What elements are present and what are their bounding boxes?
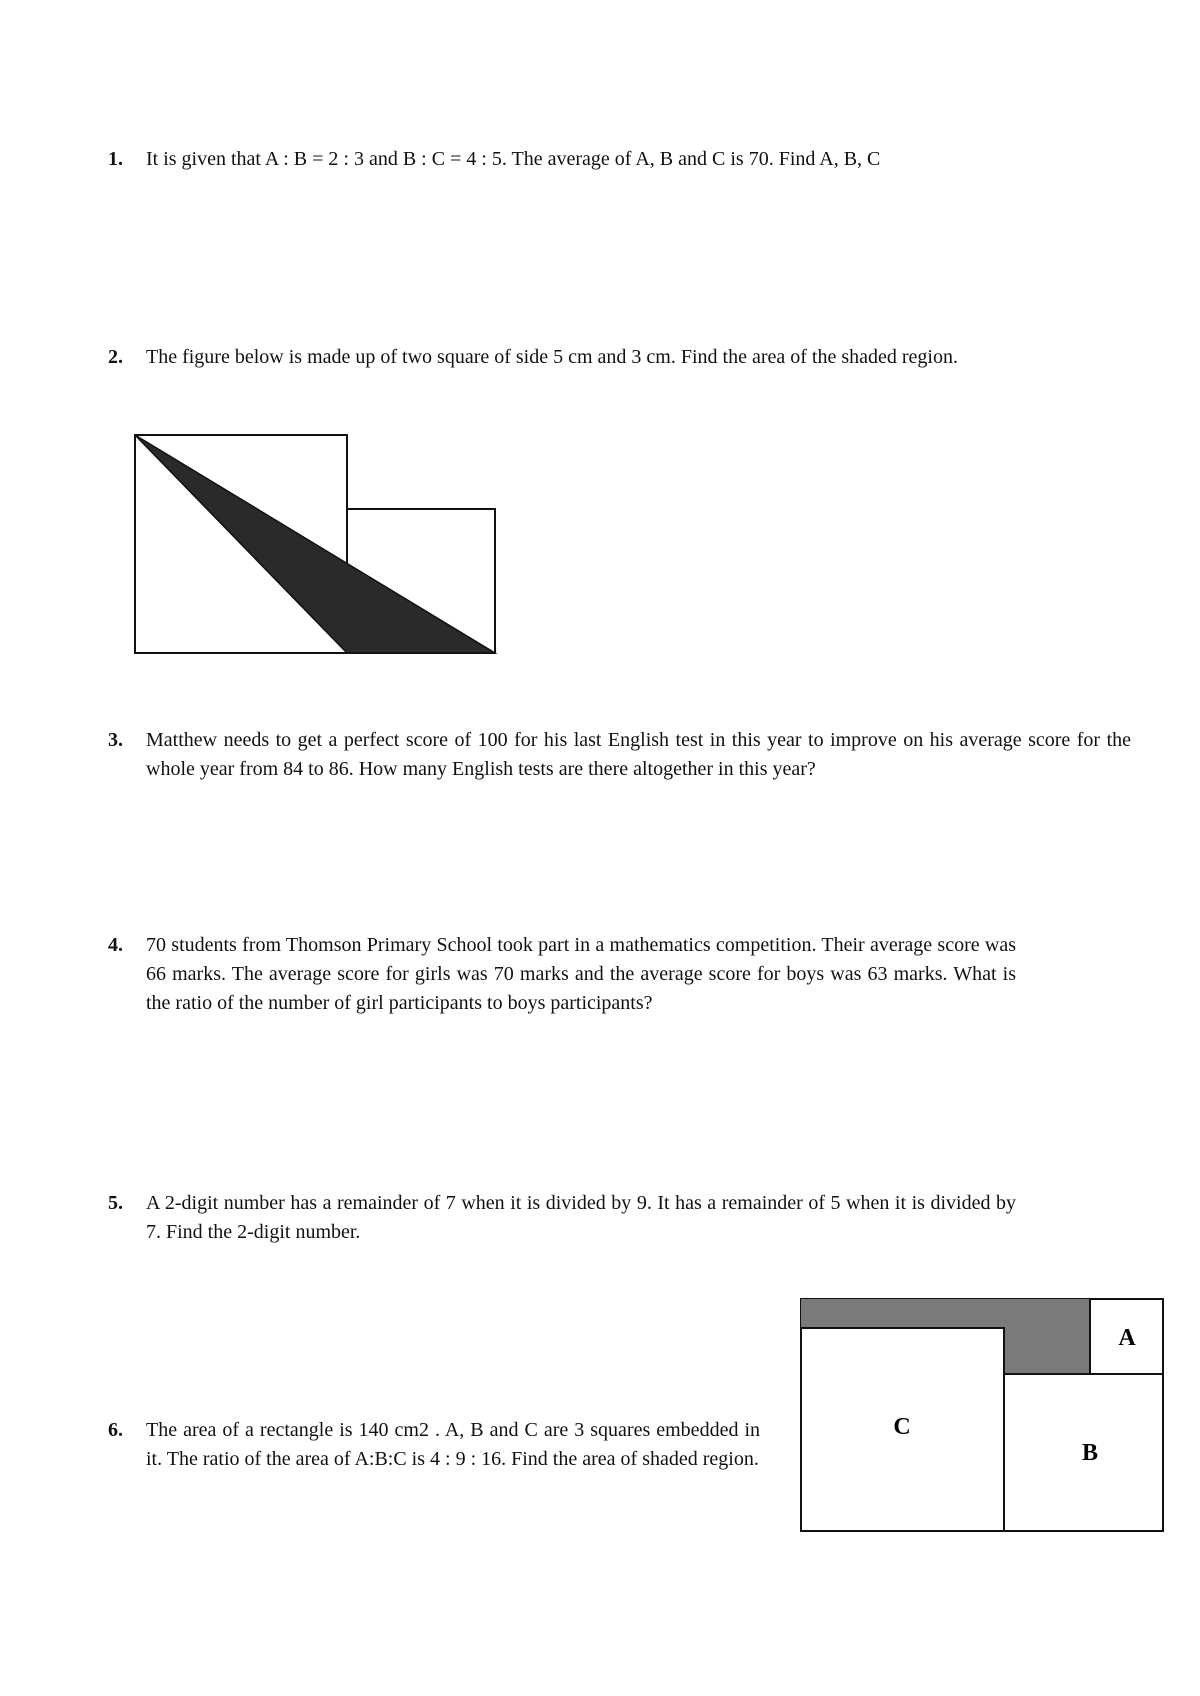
question-text: [146, 1416, 760, 1474]
question-text: [146, 931, 1016, 1018]
question-number: 2.: [108, 346, 123, 368]
shaded-region: [135, 435, 495, 653]
question-line: It is given that A : B = 2 : 3 and B : C = 4 : 5. The average of A, B and C is 70. Find A, B, C: [146, 148, 881, 170]
two-squares-figure: [130, 430, 500, 655]
question-text: [146, 726, 1131, 784]
question-number: 4.: [108, 934, 123, 956]
rectangle-squares-figure: [800, 1298, 1165, 1533]
question-line: A 2-digit number has a remainder of 7 when it is divided by 9. It has a remainder of 5 when it is divided by 7. Find the 2-digit number.: [146, 1192, 1016, 1243]
question-number: 5.: [108, 1192, 123, 1214]
question-line: The area of a rectangle is 140 cm2 . A, B and C are 3 squares embedded in it. The ratio of the area of A:B:C is 4 : 9 : 16. Find the area of shaded region.: [146, 1419, 760, 1470]
label-c: C: [893, 1414, 911, 1440]
question-number: 3.: [108, 729, 123, 751]
question-number: 6.: [108, 1419, 123, 1441]
label-b: B: [1081, 1440, 1099, 1466]
question-text: [146, 145, 1026, 174]
question-number: 1.: [108, 148, 123, 170]
question-line: Matthew needs to get a perfect score of 100 for his last English test in this year to improve on his average score for the whole year from 84 to 86. How many English tests are there altogether in this year?: [146, 729, 1131, 780]
question-line: The figure below is made up of two square of side 5 cm and 3 cm. Find the area of the shaded region.: [146, 346, 958, 368]
label-a: A: [1118, 1325, 1136, 1351]
question-text: [146, 1189, 1016, 1247]
question-line: 70 students from Thomson Primary School took part in a mathematics competition. Their average score was 66 marks. The average score for girls was 70 marks and the average score for boys was 63 marks. What is the ratio of the number of girl participants to boys participants?: [146, 934, 1016, 1014]
question-text: [146, 343, 1016, 372]
